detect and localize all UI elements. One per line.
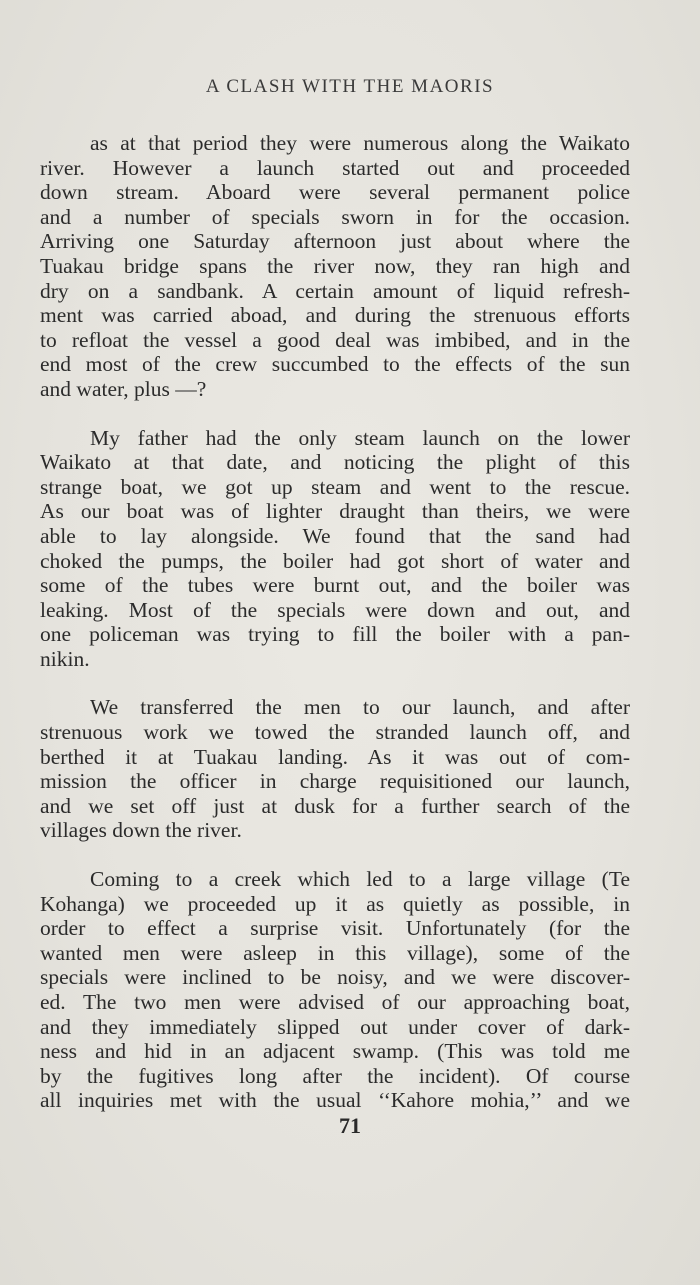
text-line: choked the pumps, the boiler had got short of water and [40, 548, 630, 573]
text-line: leaking. Most of the specials were down and out, and [40, 597, 630, 622]
text-line: able to lay alongside. We found that the sand had [40, 523, 630, 548]
text-line: and a number of specials sworn in for the occasion. [40, 204, 630, 229]
text-line: down stream. Aboard were several permanent police [40, 180, 630, 205]
text-line: some of the tubes were burnt out, and the boiler was [40, 573, 630, 598]
text-line: as at that period they were numerous along the Waikato [90, 131, 630, 155]
text-line: mission the officer in charge requisitioned our launch, [40, 769, 630, 794]
text-line: Arriving one Saturday afternoon just about where the [40, 229, 630, 254]
text-line: ment was carried aboad, and during the strenuous efforts [40, 303, 630, 328]
text-line: strange boat, we got up steam and went to the rescue. [40, 474, 630, 499]
text-line: by the fugitives long after the incident). Of course [40, 1063, 630, 1088]
text-line: all inquiries met with the usual ‘‘Kahore mohia,’’ and we [40, 1088, 630, 1113]
running-head: A CLASH WITH THE MAORIS [205, 76, 495, 97]
text-line: river. However a launch started out and proceeded [40, 155, 630, 180]
text-line: end most of the crew succumbed to the effects of the sun [40, 352, 630, 377]
text-line: and we set off just at dusk for a further search of the [40, 793, 630, 818]
page-number: 71 [339, 1113, 361, 1138]
paragraph [40, 426, 630, 672]
text-line: Kohanga) we proceeded up it as quietly as possible, in [40, 891, 630, 916]
text-line: berthed it at Tuakau landing. As it was out of com- [40, 744, 630, 769]
text-line: nikin. [40, 646, 90, 671]
text-line: Waikato at that date, and noticing the plight of this [40, 450, 630, 475]
text-line: specials were inclined to be noisy, and we were discover- [40, 965, 630, 990]
text-line: Coming to a creek which led to a large village (Te [90, 867, 630, 892]
text-line: My father had the only steam launch on the lower [90, 425, 630, 450]
text-line: We transferred the men to our launch, and after [90, 695, 630, 720]
text-line: As our boat was of lighter draught than theirs, we were [40, 499, 630, 524]
text-line: order to effect a surprise visit. Unfortunately (for the [40, 916, 630, 941]
paragraph [40, 695, 630, 843]
text-line: villages down the river. [40, 818, 242, 843]
paragraph [40, 131, 630, 402]
text-line: dry on a sandbank. A certain amount of liquid refresh- [40, 278, 630, 303]
text-line: strenuous work we towed the stranded launch off, and [40, 720, 630, 745]
text-line: to refloat the vessel a good deal was imbibed, and in the [40, 327, 630, 352]
text-line: one policeman was trying to fill the boiler with a pan- [40, 622, 630, 647]
text-line: ness and hid in an adjacent swamp. (This was told me [40, 1039, 630, 1064]
text-line: Tuakau bridge spans the river now, they ran high and [40, 253, 630, 278]
text-line: and they immediately slipped out under cover of dark- [40, 1014, 630, 1039]
text-line: and water, plus —? [40, 376, 207, 401]
body-text [40, 131, 630, 1113]
paragraph [40, 867, 630, 1113]
text-line: wanted men were asleep in this village), some of the [40, 940, 630, 965]
text-line: ed. The two men were advised of our approaching boat, [40, 990, 630, 1014]
